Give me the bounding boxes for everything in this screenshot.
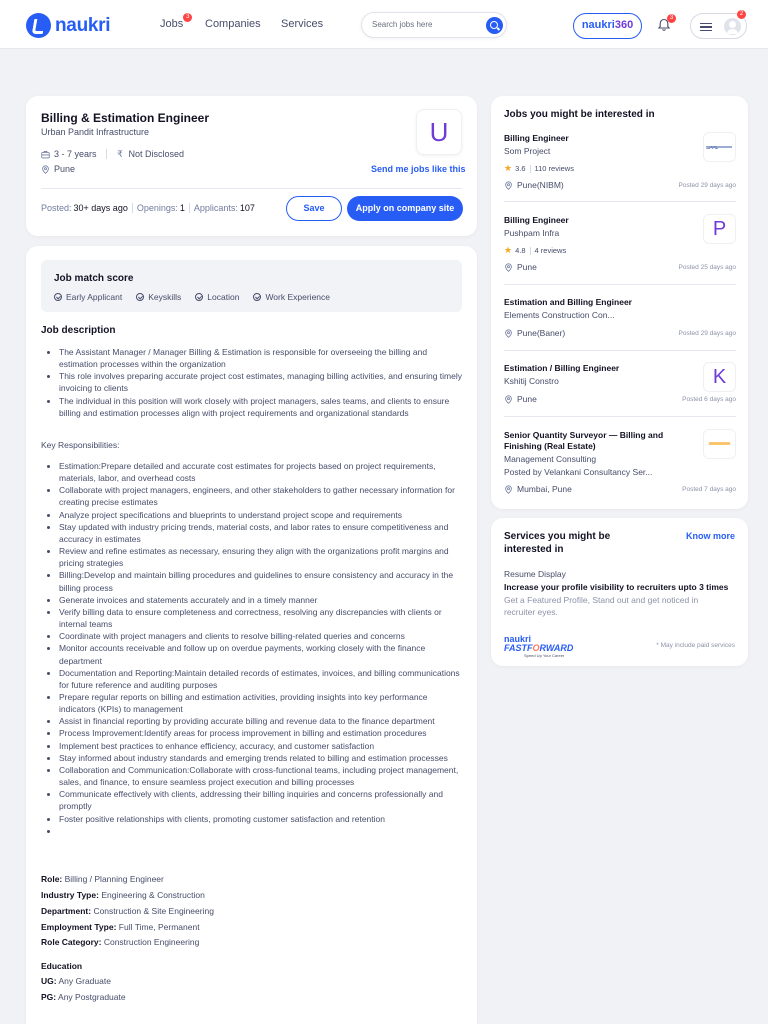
list-item: • Prepare regular reports on billing and estimation activities, providing insights into key performance indicators (KPIs) to management xyxy=(59,691,462,715)
company-logo: U xyxy=(416,109,462,155)
job-location: Pune(Baner) xyxy=(517,328,566,338)
list-item: • Collaboration and Communication:Collaborate with cross-functional teams, including project management, sales, and finance, to ensure seamless project execution and billing processes xyxy=(59,764,462,788)
check-circle-icon xyxy=(54,293,62,301)
role-category-value: Construction Engineering xyxy=(103,937,200,947)
location-pin-icon xyxy=(41,165,50,174)
recommended-job-5[interactable] xyxy=(504,430,736,480)
notification-badge: 3 xyxy=(667,14,676,23)
nav-services[interactable]: Services xyxy=(281,18,324,30)
rupee-icon: ₹ xyxy=(117,148,123,159)
list-item: • Implement best practices to enhance efficiency, accuracy, and customer satisfaction xyxy=(59,740,462,752)
nav-jobs-label: Jobs xyxy=(160,18,184,30)
ff-tagline: Speed Up Your Career xyxy=(524,653,565,658)
list-item: • Stay updated with industry pricing trends, material costs, and labor rates to ensure competitiveness and accuracy in estimates xyxy=(59,521,462,545)
list-item: • Estimation:Prepare detailed and accurate cost estimates for projects based on project requirements, materials, labor, and overhead costs xyxy=(59,460,462,484)
check-circle-icon xyxy=(136,293,144,301)
company-name[interactable]: Urban Pandit Infrastructure xyxy=(41,127,150,137)
divider xyxy=(530,247,531,255)
apply-on-company-site-button[interactable]: Apply on company site xyxy=(347,196,463,221)
location-pin-icon xyxy=(504,263,513,272)
divider xyxy=(504,416,736,417)
velankani-consultancy-logo xyxy=(703,429,736,459)
ff-logo-top: naukri xyxy=(504,634,532,644)
services-heading: Services you might be interested in xyxy=(504,531,611,555)
naukri-logo[interactable] xyxy=(26,13,110,38)
search-bar xyxy=(361,12,507,38)
job-location-row xyxy=(504,394,736,404)
role-category-label: Role Category: xyxy=(41,937,102,947)
match-work-experience xyxy=(253,292,330,302)
list-item: • Documentation and Reporting:Maintain detailed records of estimates, invoices, and billing communications for future reference and auditing purposes xyxy=(59,667,462,691)
reviews-count: 4 reviews xyxy=(534,246,567,255)
rating-value: 3.6 xyxy=(515,164,526,173)
key-responsibilities-label: Key Responsibilities: xyxy=(41,440,120,450)
logo-text: naukri xyxy=(55,14,111,36)
reviews-count: 110 reviews xyxy=(534,164,574,173)
send-me-jobs-link[interactable]: Send me jobs like this xyxy=(371,164,466,174)
company-logo: P xyxy=(703,214,736,244)
job-title[interactable]: Estimation / Billing Engineer xyxy=(504,363,620,373)
job-title[interactable]: Estimation and Billing Engineer xyxy=(504,297,632,307)
posted-date: Posted 29 days ago xyxy=(678,329,736,337)
search-icon[interactable] xyxy=(486,17,503,34)
list-item: • The individual in this position will work closely with project managers, sales teams, and clients to ensure billing and estimation processes align with project requirements and organizational standards xyxy=(59,395,462,419)
match-keyskills xyxy=(136,292,181,302)
posted-date: Posted 29 days ago xyxy=(678,181,736,189)
department-label: Department: xyxy=(41,906,92,916)
posted-date: Posted 7 days ago xyxy=(682,485,736,493)
recommended-jobs-card xyxy=(491,96,748,509)
naukri360-label: naukri xyxy=(581,19,615,31)
naukri-logo-icon xyxy=(26,13,51,38)
match-label: Location xyxy=(207,292,240,302)
pg-label: PG: xyxy=(41,992,57,1002)
job-location: Pune xyxy=(517,262,537,272)
job-description-card xyxy=(26,246,477,1024)
job-company: Pushpam Infra xyxy=(504,228,560,238)
fastforward-logo[interactable] xyxy=(504,635,573,658)
svg-text:SPPL: SPPL xyxy=(705,144,719,150)
job-company: Kshitij Constro xyxy=(504,376,559,386)
rating-value: 4.8 xyxy=(515,246,526,255)
department-value[interactable]: Construction & Site Engineering xyxy=(93,906,214,916)
posted-date: Posted 6 days ago xyxy=(682,395,736,403)
job-rating xyxy=(504,163,736,174)
industry-value[interactable]: Engineering & Construction xyxy=(101,890,205,900)
jd-intro-list xyxy=(41,346,462,419)
list-item: • Process Improvement:Identify areas for process improvement in billing and estimation procedures xyxy=(59,727,462,739)
nav-jobs[interactable] xyxy=(160,14,190,30)
list-item: • The Assistant Manager / Manager Billing & Estimation is responsible for overseeing the billing and estimation processes within the organization xyxy=(59,346,462,370)
nav-companies[interactable]: Companies xyxy=(205,18,261,30)
briefcase-icon xyxy=(41,150,50,159)
ug-row xyxy=(41,976,111,986)
divider xyxy=(132,203,133,213)
match-label: Keyskills xyxy=(148,292,182,302)
pg-row xyxy=(41,992,126,1002)
list-item: • Coordinate with project managers and clients to resolve billing-related queries and concerns xyxy=(59,630,462,642)
job-company: Som Project xyxy=(504,146,551,156)
role-category-row xyxy=(41,937,199,947)
location-row xyxy=(41,164,75,174)
applicants-value: 107 xyxy=(239,203,255,213)
job-title: Billing & Estimation Engineer xyxy=(41,111,210,125)
job-rating xyxy=(504,245,736,256)
industry-label: Industry Type: xyxy=(41,890,99,900)
ff-part: FAST xyxy=(504,643,528,653)
profile-badge: 2 xyxy=(737,10,746,19)
match-title: Job match score xyxy=(54,273,134,284)
recommended-jobs-heading: Jobs you might be interested in xyxy=(504,109,655,120)
divider xyxy=(504,201,736,202)
job-location-row xyxy=(504,328,736,338)
list-item: • Analyze project specifications and blueprints to understand project scope and requirements xyxy=(59,509,462,521)
ff-part: F xyxy=(527,643,533,653)
divider xyxy=(106,149,107,159)
posted-value: 30+ days ago xyxy=(73,203,128,213)
save-button[interactable]: Save xyxy=(286,196,342,221)
service-description: Get a Featured Profile, Stand out and get noticed in recruiter eyes. xyxy=(504,595,699,617)
posted-label: Posted: xyxy=(41,203,72,213)
location-pin-icon xyxy=(504,395,513,404)
job-title[interactable]: Senior Quantity Surveyor — Billing and Finishing (Real Estate) xyxy=(504,430,664,451)
list-item xyxy=(59,825,462,837)
divider xyxy=(504,350,736,351)
employment-row xyxy=(41,922,200,932)
posted-by: Posted by Velankani Consultancy Ser... xyxy=(504,467,653,477)
top-navigation-bar xyxy=(0,0,768,49)
openings-value: 1 xyxy=(179,203,185,213)
job-match-score xyxy=(41,260,462,312)
ff-part: RWARD xyxy=(539,643,574,653)
applicants-label: Applicants: xyxy=(193,203,238,213)
job-company: Elements Construction Con... xyxy=(504,310,615,320)
star-icon: ★ xyxy=(504,163,513,173)
star-icon: ★ xyxy=(504,245,513,255)
match-label: Early Applicant xyxy=(66,292,123,302)
ff-logo-main xyxy=(504,643,573,653)
ug-value: Any Graduate xyxy=(58,976,111,986)
job-location: Pune(NIBM) xyxy=(517,180,564,190)
service-headline: Increase your profile visibility to recruiters upto 3 times xyxy=(504,582,729,592)
divider xyxy=(189,203,190,213)
job-location-row xyxy=(504,262,736,272)
list-item: • Billing:Develop and maintain billing procedures and guidelines to ensure consistency and accuracy in the billing process xyxy=(59,569,462,593)
job-location: Mumbai, Pune xyxy=(517,484,572,494)
notification-bell-icon[interactable] xyxy=(657,15,674,32)
pg-value: Any Postgraduate xyxy=(58,992,126,1002)
education-title: Education xyxy=(41,961,83,971)
services-card xyxy=(491,518,748,666)
paid-services-note: * May include paid services xyxy=(656,642,735,649)
ug-label: UG: xyxy=(41,976,57,986)
employment-value: Full Time, Permanent xyxy=(118,922,200,932)
job-location-row xyxy=(504,180,736,190)
experience: 3 - 7 years xyxy=(54,149,97,159)
list-item: • This role involves preparing accurate project cost estimates, managing billing activities, and ensuring timely invoicing to clients xyxy=(59,370,462,394)
responsibilities-list xyxy=(41,460,462,837)
service-name: Resume Display xyxy=(504,569,566,579)
job-location[interactable]: Pune xyxy=(54,164,76,174)
match-label: Work Experience xyxy=(265,292,331,302)
check-circle-icon xyxy=(253,293,261,301)
list-item: • Stay informed about industry standards and emerging trends related to billing and estimation processes xyxy=(59,752,462,764)
job-location-row xyxy=(504,484,736,494)
department-row xyxy=(41,906,214,916)
job-title[interactable]: Billing Engineer xyxy=(504,215,569,225)
job-stats xyxy=(41,203,255,213)
company-logo: K xyxy=(703,362,736,392)
job-description-heading: Job description xyxy=(41,325,116,336)
location-pin-icon xyxy=(504,329,513,338)
posted-date: Posted 25 days ago xyxy=(678,263,736,271)
role-label: Role: xyxy=(41,874,63,884)
naukri360-button[interactable] xyxy=(573,13,642,39)
location-pin-icon xyxy=(504,181,513,190)
search-input[interactable] xyxy=(372,20,482,29)
list-item: • Assist in financial reporting by providing accurate billing and revenue data to the finance department xyxy=(59,715,462,727)
job-location: Pune xyxy=(517,394,537,404)
role-row xyxy=(41,874,164,884)
list-item: • Generate invoices and statements accurately and in a timely manner xyxy=(59,594,462,606)
som-project-logo xyxy=(703,132,736,162)
avatar xyxy=(724,18,741,35)
hamburger-icon xyxy=(700,23,712,31)
profile-menu-button[interactable] xyxy=(690,13,747,39)
divider xyxy=(504,284,736,285)
role-value[interactable]: Billing / Planning Engineer xyxy=(64,874,164,884)
match-criteria xyxy=(54,292,330,302)
list-item: • Communicate effectively with clients, addressing their billing inquiries and concerns professionally and promptly xyxy=(59,788,462,812)
job-title[interactable]: Billing Engineer xyxy=(504,133,569,143)
naukri360-number: 360 xyxy=(614,19,634,31)
salary: Not Disclosed xyxy=(128,149,185,159)
location-pin-icon xyxy=(504,485,513,494)
divider xyxy=(530,165,531,173)
list-item: • Review and refine estimates as necessary, ensuring they align with the organizations profit margins and pricing strategies xyxy=(59,545,462,569)
list-item: • Monitor accounts receivable and follow up on overdue payments, working closely with the finance department xyxy=(59,642,462,666)
know-more-link[interactable]: Know more xyxy=(685,531,735,541)
education-heading xyxy=(41,961,82,971)
job-meta-row xyxy=(41,149,184,159)
ff-part: O xyxy=(532,643,540,653)
industry-row xyxy=(41,890,205,900)
check-circle-icon xyxy=(195,293,203,301)
openings-label: Openings: xyxy=(136,203,178,213)
job-company: Management Consulting xyxy=(504,454,597,464)
match-location xyxy=(195,292,239,302)
list-item: • Verify billing data to ensure completeness and correctness, resolving any discrepancies with clients or internal teams xyxy=(59,606,462,630)
divider xyxy=(41,188,462,189)
list-item: • Foster positive relationships with clients, promoting customer satisfaction and retention xyxy=(59,813,462,825)
job-header-card xyxy=(26,96,477,236)
jobs-badge: 3 xyxy=(183,13,192,22)
list-item: • Collaborate with project managers, engineers, and other stakeholders to gather necessary information for creating precise estimates xyxy=(59,484,462,508)
employment-label: Employment Type: xyxy=(41,922,117,932)
match-early-applicant xyxy=(54,292,122,302)
